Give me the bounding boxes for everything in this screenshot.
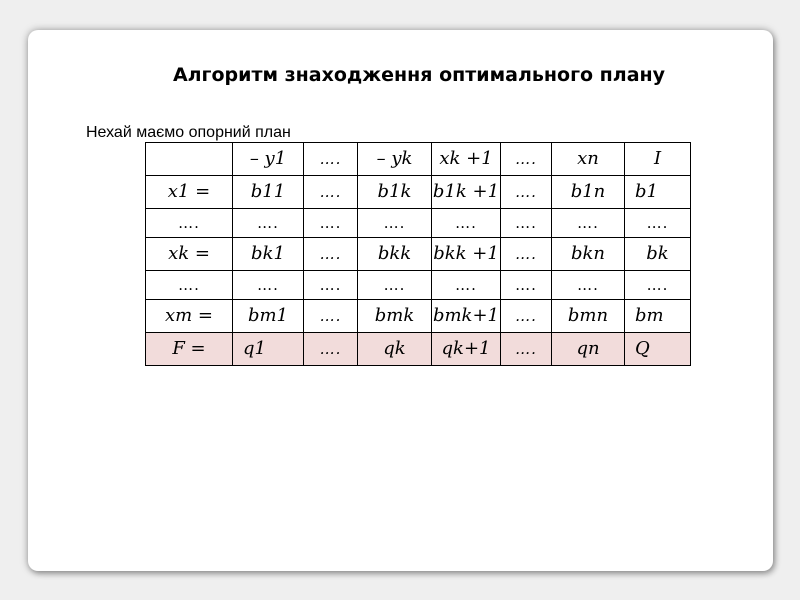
table-header-row bbox=[146, 143, 691, 176]
table-cell: b11 bbox=[233, 176, 304, 209]
slide-subtitle: Нехай маємо опорний план bbox=[86, 124, 291, 141]
table-cell: bkk +1 bbox=[432, 238, 501, 271]
table-row bbox=[146, 209, 691, 238]
table-header-cell: xn bbox=[552, 143, 625, 176]
table-cell: F = bbox=[146, 333, 233, 366]
table-header-cell: – y1 bbox=[233, 143, 304, 176]
table-cell: b1k bbox=[358, 176, 432, 209]
table-cell: bmk bbox=[358, 300, 432, 333]
table-cell: …. bbox=[552, 271, 625, 300]
table-cell: bmn bbox=[552, 300, 625, 333]
table-row bbox=[146, 300, 691, 333]
table-cell: …. bbox=[552, 209, 625, 238]
table-cell: qn bbox=[552, 333, 625, 366]
table-cell: …. bbox=[146, 271, 233, 300]
table-cell: bkn bbox=[552, 238, 625, 271]
table-cell: …. bbox=[358, 271, 432, 300]
table-cell: bk bbox=[625, 238, 691, 271]
table-cell: …. bbox=[146, 209, 233, 238]
table-cell: bm bbox=[625, 300, 691, 333]
table-cell: …. bbox=[233, 209, 304, 238]
table-cell: …. bbox=[501, 300, 552, 333]
table-cell: b1 bbox=[625, 176, 691, 209]
table-cell: bmk+1 bbox=[432, 300, 501, 333]
table-cell bbox=[146, 143, 233, 176]
table-cell: …. bbox=[358, 209, 432, 238]
table-cell: …. bbox=[304, 300, 358, 333]
table-cell: …. bbox=[304, 238, 358, 271]
table-cell: …. bbox=[501, 333, 552, 366]
table-cell: x1 = bbox=[146, 176, 233, 209]
table-cell: …. bbox=[304, 176, 358, 209]
table-cell: …. bbox=[625, 271, 691, 300]
table-header-cell: I bbox=[625, 143, 691, 176]
table-header-cell: …. bbox=[304, 143, 358, 176]
table-row-objective bbox=[146, 333, 691, 366]
table-cell: …. bbox=[501, 209, 552, 238]
table-row bbox=[146, 238, 691, 271]
table-cell: …. bbox=[304, 209, 358, 238]
table-cell: xm = bbox=[146, 300, 233, 333]
table-cell: …. bbox=[304, 271, 358, 300]
table-cell: …. bbox=[625, 209, 691, 238]
table-row bbox=[146, 176, 691, 209]
simplex-table bbox=[145, 142, 691, 366]
table-cell: …. bbox=[432, 209, 501, 238]
table-cell: Q bbox=[625, 333, 691, 366]
table-cell: …. bbox=[501, 238, 552, 271]
table-cell: …. bbox=[501, 271, 552, 300]
table-cell: bk1 bbox=[233, 238, 304, 271]
table-row bbox=[146, 271, 691, 300]
table-header-cell: …. bbox=[501, 143, 552, 176]
slide-title: Алгоритм знаходження оптимального плану bbox=[172, 64, 666, 86]
table-cell: qk+1 bbox=[432, 333, 501, 366]
table-cell: …. bbox=[304, 333, 358, 366]
table-cell: b1k +1 bbox=[432, 176, 501, 209]
table-cell: …. bbox=[233, 271, 304, 300]
table-cell: q1 bbox=[233, 333, 304, 366]
table-cell: b1n bbox=[552, 176, 625, 209]
table-header-cell: – yk bbox=[358, 143, 432, 176]
table-cell: bkk bbox=[358, 238, 432, 271]
table-header-cell: xk +1 bbox=[432, 143, 501, 176]
table-cell: bm1 bbox=[233, 300, 304, 333]
table-cell: …. bbox=[501, 176, 552, 209]
table-cell: qk bbox=[358, 333, 432, 366]
table-cell: …. bbox=[432, 271, 501, 300]
table-cell: xk = bbox=[146, 238, 233, 271]
